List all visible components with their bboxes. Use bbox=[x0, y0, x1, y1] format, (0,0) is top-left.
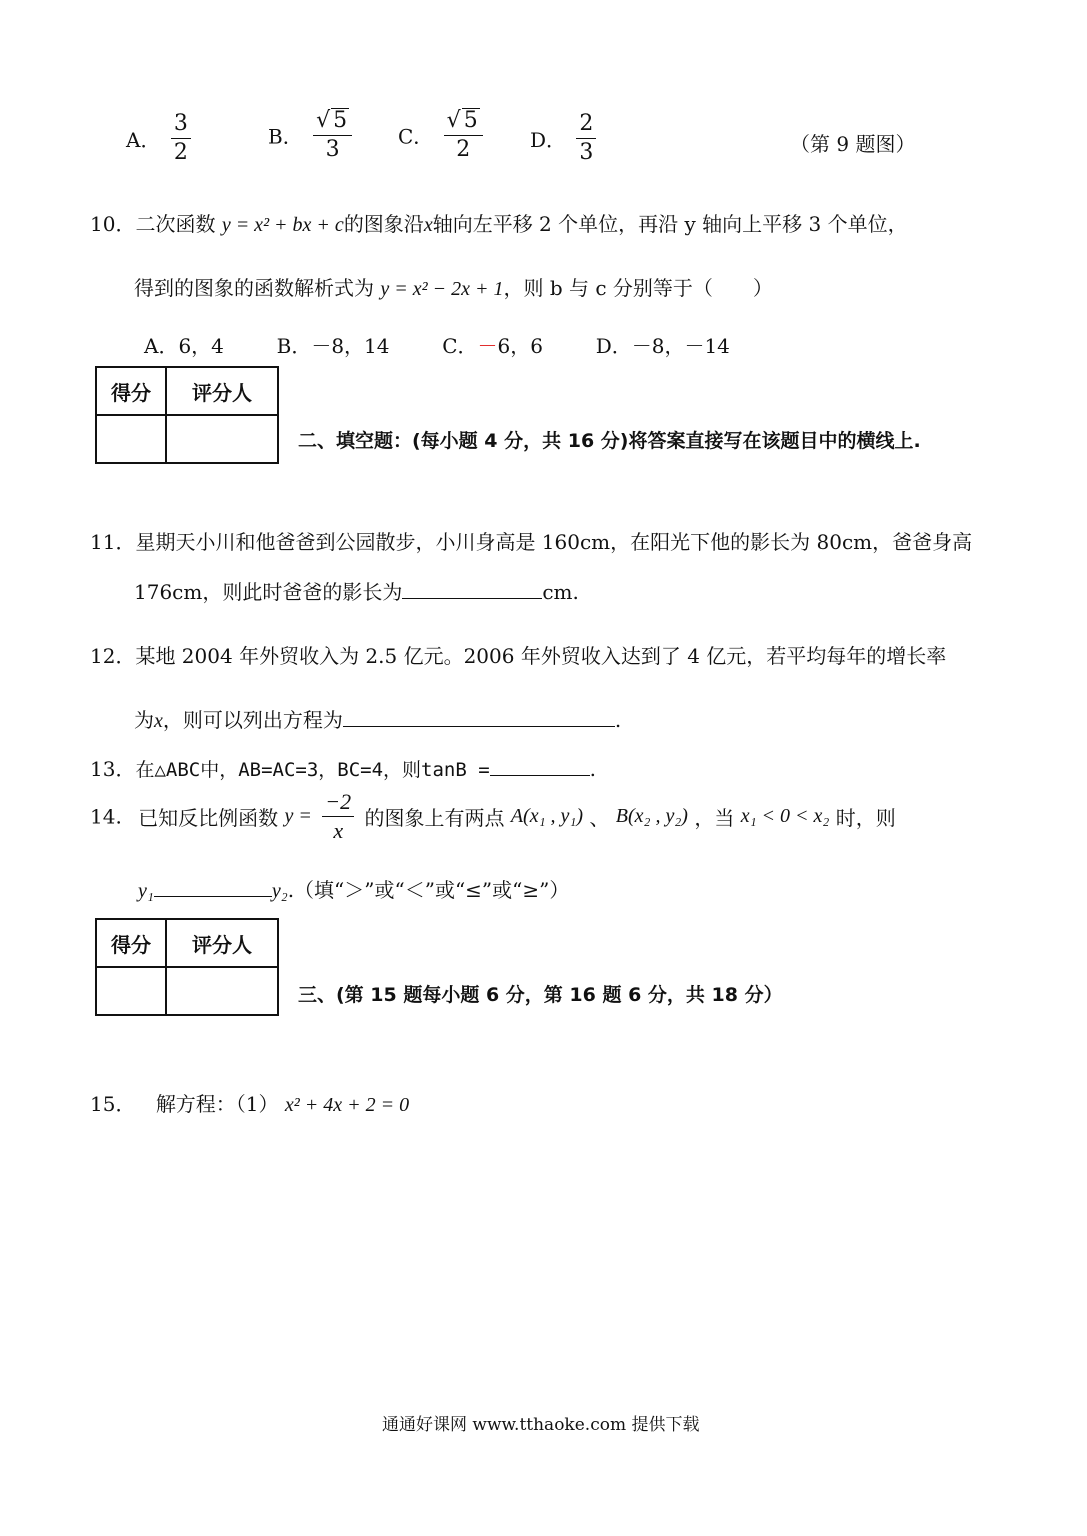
q11-answer-blank[interactable] bbox=[402, 578, 542, 599]
q14-point-a: A(x₁ , y₁) bbox=[510, 805, 584, 828]
grader-cell[interactable] bbox=[166, 967, 278, 1015]
q14-condition: x₁ < 0 < x₂ bbox=[740, 805, 830, 828]
q10-formula-1: y = x² + bx + c bbox=[221, 214, 344, 236]
grader-header: 评分人 bbox=[166, 367, 278, 415]
q12-line1: 12．某地 2004 年外贸收入为 2.5 亿元。2006 年外贸收入达到了 4 亿元，若平均每年的增长率 bbox=[90, 644, 947, 668]
q10-option-d: D．－8，－14 bbox=[595, 334, 730, 358]
q9-option-a bbox=[126, 112, 195, 165]
q10-formula-2: y = x² − 2x + 1 bbox=[380, 278, 504, 300]
q11-number: 11． bbox=[90, 530, 136, 554]
q9-figure-caption: （第 9 题图） bbox=[790, 132, 916, 156]
q9-option-c-fraction: $\frac{√ 5}{2}$ bbox=[444, 108, 483, 162]
q12-number: 12． bbox=[90, 644, 136, 668]
q11-line1: 11．星期天小川和他爸爸到公园散步，小川身高是 160cm，在阳光下他的影长为 80cm，爸爸身高 bbox=[90, 530, 973, 554]
section2-heading: 二、填空题：(每小题 4 分，共 16 分)将答案直接写在该题目中的横线上. bbox=[298, 430, 921, 452]
score-header: 得分 bbox=[96, 367, 166, 415]
q14-line2: y₁ y₂.（填“＞”或“＜”或“≤”或“≥”） bbox=[138, 878, 570, 902]
q15-number: 15． bbox=[90, 1092, 136, 1116]
q13-line: 13．在△ABC中，AB=AC=3，BC=4，则tanB = . bbox=[90, 757, 597, 781]
q14-line1: 14. 已知反比例函数 y = $\frac{-2}{x}$ 的图象上有两点 A(x₁ , y₁) 、 B(x₂ , y₂) ，当 x₁ < 0 < x₂ 时，则 bbox=[90, 789, 896, 844]
q9-option-d bbox=[530, 112, 600, 165]
q15-line: 15． 解方程：（1） x² + 4x + 2 = 0 bbox=[90, 1092, 410, 1116]
q9-option-b bbox=[268, 108, 356, 162]
q14-fraction: $\frac{-2}{x}$ bbox=[322, 790, 354, 843]
q11-line2: 176cm，则此时爸爸的影长为 cm. bbox=[134, 580, 579, 604]
q9-option-d-fraction: $\frac{2}{3}$ bbox=[576, 112, 596, 165]
q9-option-c bbox=[398, 108, 487, 162]
grader-header: 评分人 bbox=[166, 919, 278, 967]
sqrt-symbol: √ bbox=[316, 108, 331, 133]
score-table-2 bbox=[95, 918, 279, 1016]
q10-options bbox=[144, 330, 730, 359]
q13-number: 13． bbox=[90, 757, 136, 781]
score-table-1 bbox=[95, 366, 279, 464]
q9-option-b-label: B． bbox=[268, 124, 303, 149]
q9-option-c-label: C． bbox=[398, 124, 434, 149]
q10-line1: 10．二次函数 y = x² + bx + c的图象沿x轴向左平移 2 个单位，再沿 y 轴向上平移 3 个单位， bbox=[90, 212, 908, 236]
q15-formula: x² + 4x + 2 = 0 bbox=[284, 1094, 410, 1116]
q9-option-d-label: D． bbox=[530, 128, 567, 153]
q10-line2: 得到的图象的函数解析式为 y = x² − 2x + 1，则 b 与 c 分别等于（ ） bbox=[134, 276, 773, 300]
q9-option-b-fraction: $\frac{√ 5}{3}$ bbox=[313, 108, 352, 162]
q9-option-a-label: A． bbox=[126, 128, 161, 153]
q14-answer-blank[interactable] bbox=[154, 876, 272, 897]
grader-cell[interactable] bbox=[166, 415, 278, 463]
score-cell[interactable] bbox=[96, 415, 166, 463]
q12-line2: 为x，则可以列出方程为 . bbox=[134, 708, 622, 732]
section3-heading: 三、(第 15 题每小题 6 分，第 16 题 6 分，共 18 分） bbox=[298, 984, 783, 1006]
score-header: 得分 bbox=[96, 919, 166, 967]
sqrt-symbol: √ bbox=[446, 108, 461, 133]
q10-number: 10． bbox=[90, 212, 136, 236]
q14-point-b: B(x₂ , y₂) bbox=[615, 805, 688, 828]
q12-answer-blank[interactable] bbox=[343, 706, 615, 727]
q9-option-a-fraction: $\frac{3}{2}$ bbox=[171, 112, 191, 165]
q10-option-b: B．－8，14 bbox=[276, 334, 390, 358]
page-footer: 通通好课网 www.tthaoke.com 提供下载 bbox=[382, 1415, 700, 1435]
q10-option-a: A．6，4 bbox=[144, 334, 224, 358]
q10-option-c: C．－6，6 bbox=[442, 334, 543, 358]
q13-answer-blank[interactable] bbox=[490, 755, 590, 776]
score-cell[interactable] bbox=[96, 967, 166, 1015]
q14-number: 14. bbox=[90, 804, 122, 829]
